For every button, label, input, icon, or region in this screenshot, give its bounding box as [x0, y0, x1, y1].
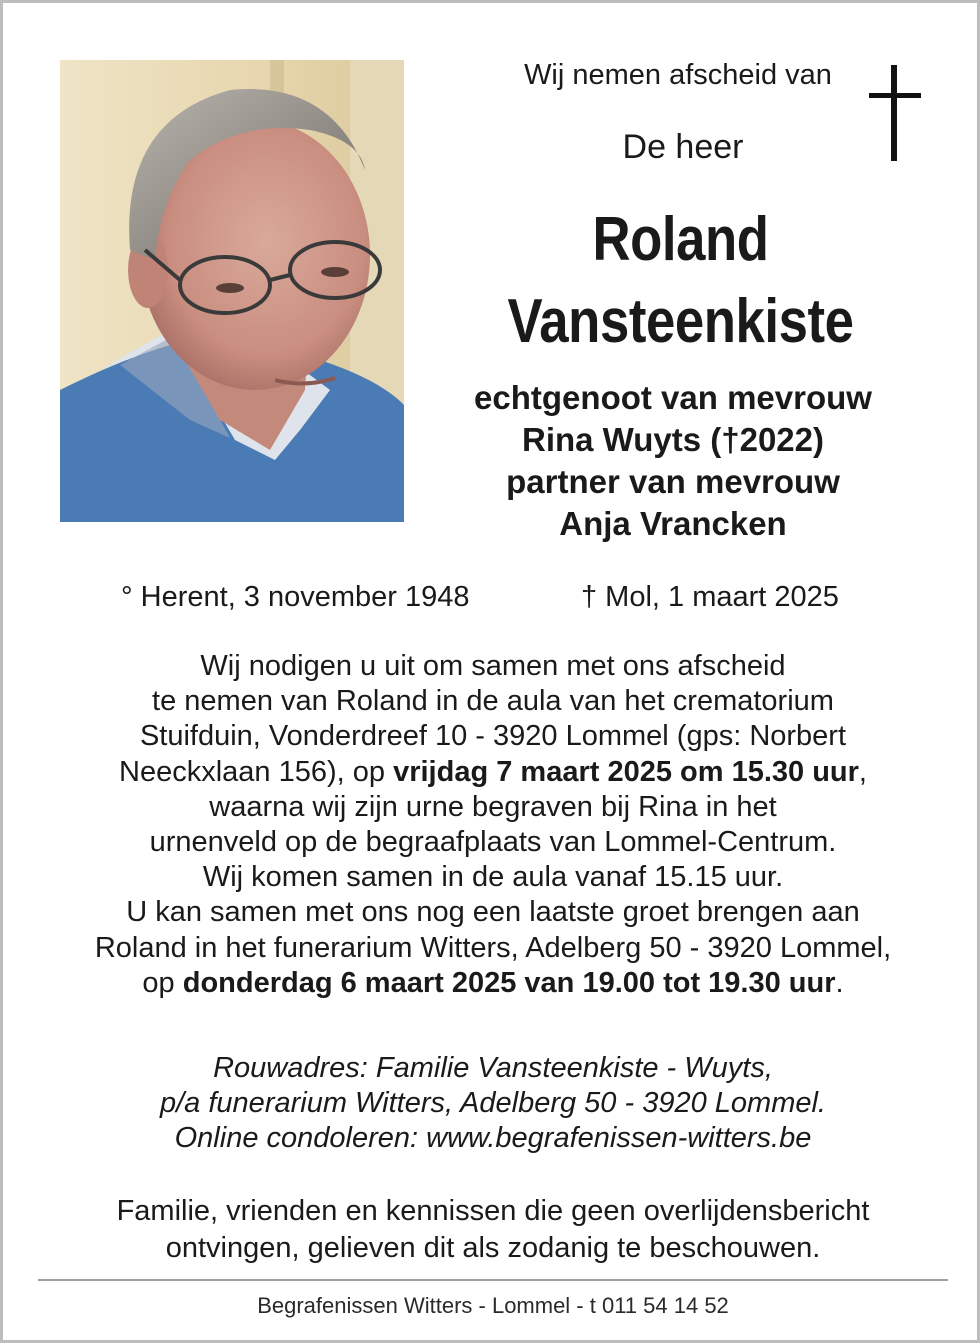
footer-divider — [38, 1279, 948, 1281]
address-line: p/a funerarium Witters, Adelberg 50 - 3920 Lommel. — [160, 1087, 826, 1119]
invitation-line-pre: Neeckxlaan 156), op — [119, 755, 394, 788]
relations-block — [413, 377, 933, 545]
ceremony-datetime: vrijdag 7 maart 2025 om 15.30 uur — [393, 755, 859, 788]
invitation-line: U kan samen met ons nog een laatste groet brengen aan — [126, 896, 860, 929]
invitation-line: Roland in het funerarium Witters, Adelberg 50 - 3920 Lommel, — [94, 931, 892, 964]
invitation-line — [43, 966, 943, 1001]
relation-line: partner van mevrouw — [506, 463, 840, 500]
portrait-illustration — [60, 60, 404, 522]
funeral-home-footer: Begrafenissen Witters - Lommel - t 011 54 14 52 — [257, 1293, 729, 1318]
death-date: † Mol, 1 maart 2025 — [581, 581, 839, 613]
cross-icon — [865, 63, 925, 163]
intro-text: Wij nemen afscheid van — [524, 59, 832, 91]
invitation-line: Stuifduin, Vonderdreef 10 - 3920 Lommel (gps: Norbert — [139, 720, 847, 753]
relation-line: echtgenoot van mevrouw — [474, 379, 872, 416]
honorific: De heer — [622, 128, 744, 166]
visitation-datetime: donderdag 6 maart 2025 van 19.00 tot 19.30 uur — [182, 966, 836, 999]
invitation-line: waarna wij zijn urne begraven bij Rina in het — [209, 790, 777, 823]
invitation-line — [43, 755, 943, 790]
birth-date: ° Herent, 3 november 1948 — [121, 581, 470, 613]
invitation-line-post: , — [858, 755, 867, 788]
last-name: Vansteenkiste — [507, 287, 854, 356]
relation-line: Rina Wuyts (†2022) — [522, 421, 824, 458]
invitation-line: Wij nodigen u uit om samen met ons afscheid — [200, 650, 786, 682]
invitation-line-pre: op — [142, 966, 183, 999]
address-line: Rouwadres: Familie Vansteenkiste - Wuyts, — [213, 1052, 773, 1084]
invitation-line: Wij komen samen in de aula vanaf 15.15 uur. — [202, 861, 784, 894]
invitation-line-post: . — [835, 966, 844, 999]
family-note-line: Familie, vrienden en kennissen die geen overlijdensbericht — [116, 1195, 870, 1227]
relation-line: Anja Vrancken — [559, 505, 787, 542]
first-name: Roland — [592, 205, 769, 274]
invitation-line: urnenveld op de begraafplaats van Lommel-Centrum. — [149, 826, 837, 859]
portrait-photo — [60, 60, 404, 522]
family-note-line: ontvingen, gelieven dit als zodanig te beschouwen. — [165, 1232, 821, 1264]
invitation-text — [43, 649, 943, 1001]
family-note — [43, 1193, 943, 1267]
mourning-address — [43, 1051, 943, 1156]
condolence-link[interactable]: Online condoleren: www.begrafenissen-witters.be — [174, 1122, 812, 1154]
invitation-line: te nemen van Roland in de aula van het crematorium — [152, 685, 834, 718]
deceased-name — [462, 199, 900, 363]
